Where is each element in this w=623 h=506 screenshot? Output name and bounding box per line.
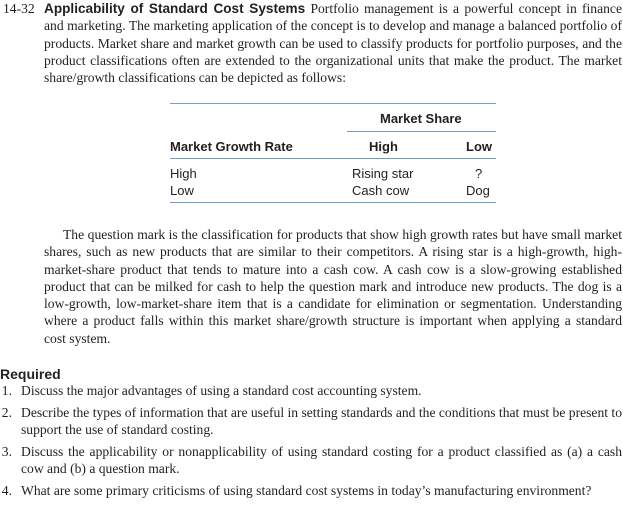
- table-column-header: Low: [466, 139, 492, 154]
- question-number: 1.: [1, 383, 12, 398]
- table-header-rule: [170, 158, 496, 159]
- intro-text: Portfolio management is a powerful concept in finance and marketing. The marketing application of the concept is to develop and manage a balanced portfolio of products. Market share and market growth can be used to classify products for portfolio purposes, and the product classifications often are extended to the organizational units that make the product. The market share/growth classifications can be depicted as follows:: [44, 1, 622, 86]
- table-cell: Dog: [466, 183, 490, 198]
- table-row-header: Market Growth Rate: [170, 139, 293, 154]
- question-text: Discuss the applicability or nonapplicability of using standard costing for a product classified as (a) a cash cow and (b) a question mark.: [21, 444, 622, 477]
- table-cell: Rising star: [352, 166, 414, 181]
- table-row-label: High: [170, 166, 197, 181]
- table-cell: ?: [475, 166, 483, 181]
- required-heading: Required: [0, 366, 61, 382]
- question-number: 3.: [1, 444, 12, 459]
- table-group-rule: [347, 131, 496, 132]
- problem-number: 14-32: [3, 1, 35, 16]
- table-row-label: Low: [170, 183, 194, 198]
- table-group-header: Market Share: [380, 111, 462, 126]
- table-top-rule: [170, 103, 496, 104]
- question-text: What are some primary criticisms of using standard cost systems in today’s manufacturing environment?: [21, 483, 592, 498]
- explanation-paragraph: The question mark is the classification for products that show high growth rates but have small market shares, such as new products that are similar to their competitors. A rising star is a high-growth, high-market-share product that tends to mature into a cash cow. A cash cow is a slow-growing established product that can be milked for cash to help the question mark and introduce new products. The dog is a low-growth, low-market-share item that is a candidate for elimination or segmentation. Understanding where a product falls within this market share/growth structure is important when applying a standard cost system.: [44, 227, 622, 346]
- intro-paragraph: [44, 0, 622, 86]
- table-cell: Cash cow: [352, 183, 410, 198]
- question-text: Discuss the major advantages of using a standard cost accounting system.: [21, 383, 422, 398]
- table-bottom-rule: [170, 202, 496, 203]
- question-number: 4.: [1, 483, 12, 498]
- problem-title: Applicability of Standard Cost Systems: [44, 1, 306, 16]
- question-text: Describe the types of information that are useful in setting standards and the conditions that must be present to support the use of standard costing.: [21, 405, 622, 438]
- question-number: 2.: [1, 405, 12, 420]
- table-column-header: High: [369, 139, 398, 154]
